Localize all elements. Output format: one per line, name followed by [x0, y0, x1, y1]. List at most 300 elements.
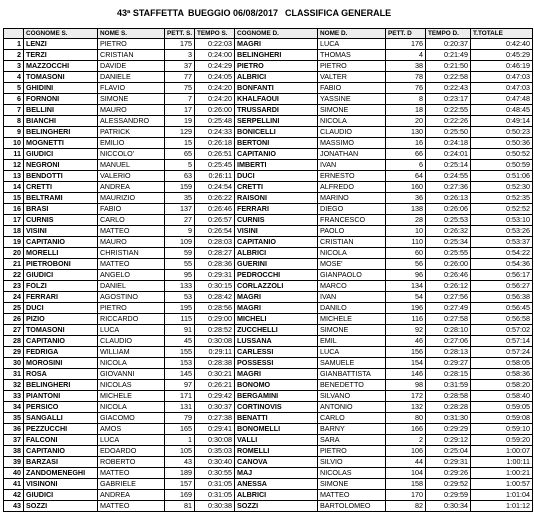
cell-name-d: BARTOLOMEO — [318, 501, 386, 512]
cell-surname-s: PIANTONI — [24, 391, 98, 402]
cell-total-time: 0:54:36 — [471, 259, 533, 270]
cell-name-d: NICOLA — [318, 116, 386, 127]
cell-name-d: VALTER — [318, 72, 386, 83]
cell-total-time: 1:00:11 — [471, 457, 533, 468]
cell-time-d: 0:28:58 — [426, 391, 471, 402]
cell-surname-d: GUERINI — [235, 259, 318, 270]
cell-name-d: ANTONIO — [318, 402, 386, 413]
cell-time-d: 0:22:58 — [426, 72, 471, 83]
cell-total-time: 0:52:52 — [471, 204, 533, 215]
cell-rank: 21 — [4, 259, 24, 270]
table-row — [4, 248, 533, 259]
cell-name-s: LUCA — [98, 325, 165, 336]
cell-time-s: 0:30:21 — [195, 369, 235, 380]
cell-time-s: 0:28:03 — [195, 237, 235, 248]
cell-name-d: SAMUELE — [318, 358, 386, 369]
cell-surname-d: CANOVA — [235, 457, 318, 468]
cell-total-time: 1:00:21 — [471, 468, 533, 479]
cell-surname-d: CORLAZZOLI — [235, 281, 318, 292]
cell-surname-d: DUCI — [235, 171, 318, 182]
table-row — [4, 347, 533, 358]
table-row — [4, 204, 533, 215]
cell-time-s: 0:28:36 — [195, 259, 235, 270]
cell-name-d: CRISTIAN — [318, 237, 386, 248]
cell-surname-s: MOGNETTI — [24, 138, 98, 149]
cell-rank: 32 — [4, 380, 24, 391]
cell-name-s: ANDREA — [98, 182, 165, 193]
cell-surname-d: CRETTI — [235, 182, 318, 193]
cell-rank: 36 — [4, 424, 24, 435]
cell-surname-s: ROSA — [24, 369, 98, 380]
cell-surname-s: BELINGHERI — [24, 127, 98, 138]
cell-bib-s: 77 — [165, 72, 195, 83]
cell-surname-s: NEGRONI — [24, 160, 98, 171]
cell-time-d: 0:24:01 — [426, 149, 471, 160]
cell-rank: 40 — [4, 468, 24, 479]
cell-name-s: MATTEO — [98, 501, 165, 512]
cell-time-d: 0:26:12 — [426, 281, 471, 292]
cell-name-d: SIMONE — [318, 325, 386, 336]
cell-surname-d: IMBERTI — [235, 160, 318, 171]
cell-rank: 22 — [4, 270, 24, 281]
cell-bib-s: 27 — [165, 215, 195, 226]
cell-bib-d: 106 — [386, 446, 426, 457]
cell-surname-s: CAPITANIO — [24, 446, 98, 457]
cell-bib-s: 17 — [165, 105, 195, 116]
cell-surname-s: MORELLI — [24, 248, 98, 259]
cell-total-time: 0:47:48 — [471, 94, 533, 105]
cell-bib-s: 189 — [165, 468, 195, 479]
cell-surname-s: CURNIS — [24, 215, 98, 226]
cell-bib-d: 104 — [386, 468, 426, 479]
cell-bib-s: 159 — [165, 182, 195, 193]
table-row — [4, 39, 533, 50]
cell-bib-s: 175 — [165, 39, 195, 50]
cell-total-time: 0:49:14 — [471, 116, 533, 127]
cell-surname-d: VALLI — [235, 435, 318, 446]
cell-bib-d: 158 — [386, 479, 426, 490]
cell-name-s: CHRISTIAN — [98, 248, 165, 259]
cell-bib-d: 166 — [386, 424, 426, 435]
cell-bib-d: 80 — [386, 413, 426, 424]
cell-time-s: 0:24:20 — [195, 94, 235, 105]
cell-surname-s: SANGALLI — [24, 413, 98, 424]
cell-rank: 4 — [4, 72, 24, 83]
cell-rank: 41 — [4, 479, 24, 490]
cell-name-d: BARNY — [318, 424, 386, 435]
cell-time-s: 0:31:05 — [195, 479, 235, 490]
cell-total-time: 0:45:29 — [471, 50, 533, 61]
cell-time-d: 0:26:06 — [426, 204, 471, 215]
cell-bib-d: 64 — [386, 171, 426, 182]
cell-name-s: VALERIO — [98, 171, 165, 182]
cell-bib-s: 171 — [165, 391, 195, 402]
table-header-row — [4, 29, 533, 39]
cell-name-d: MOSE' — [318, 259, 386, 270]
cell-total-time: 0:56:17 — [471, 270, 533, 281]
table-row — [4, 413, 533, 424]
table-row — [4, 490, 533, 501]
cell-bib-d: 4 — [386, 50, 426, 61]
cell-time-d: 0:28:28 — [426, 402, 471, 413]
table-row — [4, 215, 533, 226]
cell-time-s: 0:26:54 — [195, 226, 235, 237]
cell-time-s: 0:29:31 — [195, 270, 235, 281]
cell-name-s: ANGELO — [98, 270, 165, 281]
table-row — [4, 292, 533, 303]
table-row — [4, 226, 533, 237]
cell-name-d: ALFREDO — [318, 182, 386, 193]
cell-rank: 3 — [4, 61, 24, 72]
cell-surname-s: ZANDOMENEGHI — [24, 468, 98, 479]
table-row — [4, 303, 533, 314]
cell-time-d: 0:20:37 — [426, 39, 471, 50]
cell-surname-d: PEDROCCHI — [235, 270, 318, 281]
cell-time-s: 0:24:20 — [195, 83, 235, 94]
cell-rank: 26 — [4, 314, 24, 325]
cell-surname-d: ZUCCHELLI — [235, 325, 318, 336]
cell-bib-s: 95 — [165, 270, 195, 281]
cell-bib-d: 38 — [386, 61, 426, 72]
cell-rank: 6 — [4, 94, 24, 105]
cell-bib-d: 110 — [386, 237, 426, 248]
cell-surname-s: SOZZI — [24, 501, 98, 512]
cell-time-d: 0:31:59 — [426, 380, 471, 391]
cell-bib-d: 8 — [386, 94, 426, 105]
cell-bib-s: 105 — [165, 446, 195, 457]
cell-rank: 17 — [4, 215, 24, 226]
cell-bib-d: 176 — [386, 39, 426, 50]
cell-time-s: 0:29:11 — [195, 347, 235, 358]
cell-surname-s: PIETROBONI — [24, 259, 98, 270]
column-header-bib-s: PETT. S. — [165, 29, 195, 39]
cell-bib-s: 91 — [165, 325, 195, 336]
cell-time-d: 0:21:49 — [426, 50, 471, 61]
table-row — [4, 116, 533, 127]
cell-total-time: 0:47:03 — [471, 72, 533, 83]
cell-time-s: 0:24:05 — [195, 72, 235, 83]
cell-bib-d: 54 — [386, 292, 426, 303]
table-row — [4, 325, 533, 336]
cell-surname-d: BONOMELLI — [235, 424, 318, 435]
table-row — [4, 391, 533, 402]
table-row — [4, 237, 533, 248]
cell-time-s: 0:28:27 — [195, 248, 235, 259]
table-row — [4, 160, 533, 171]
cell-surname-s: BIANCHI — [24, 116, 98, 127]
cell-surname-s: FERRARI — [24, 292, 98, 303]
cell-bib-s: 5 — [165, 160, 195, 171]
cell-surname-s: BRASI — [24, 204, 98, 215]
cell-surname-d: MAGRI — [235, 369, 318, 380]
table-row — [4, 61, 533, 72]
cell-bib-s: 109 — [165, 237, 195, 248]
cell-bib-d: 10 — [386, 226, 426, 237]
cell-time-s: 0:30:08 — [195, 336, 235, 347]
cell-bib-s: 35 — [165, 193, 195, 204]
table-row — [4, 127, 533, 138]
cell-name-s: MANUEL — [98, 160, 165, 171]
cell-name-s: EDOARDO — [98, 446, 165, 457]
cell-surname-s: BARZASI — [24, 457, 98, 468]
cell-total-time: 0:52:35 — [471, 193, 533, 204]
cell-name-s: ALESSANDRO — [98, 116, 165, 127]
cell-surname-d: VISINI — [235, 226, 318, 237]
cell-surname-d: BONICELLI — [235, 127, 318, 138]
cell-name-d: YASSINE — [318, 94, 386, 105]
cell-rank: 34 — [4, 402, 24, 413]
cell-surname-d: CARLESSI — [235, 347, 318, 358]
cell-total-time: 0:54:22 — [471, 248, 533, 259]
cell-total-time: 0:56:38 — [471, 292, 533, 303]
cell-total-time: 1:00:57 — [471, 479, 533, 490]
table-row — [4, 83, 533, 94]
cell-surname-s: GIUDICI — [24, 490, 98, 501]
cell-time-d: 0:25:14 — [426, 160, 471, 171]
table-row — [4, 94, 533, 105]
cell-name-d: DIEGO — [318, 204, 386, 215]
cell-name-s: NICOLA — [98, 402, 165, 413]
cell-time-s: 0:29:41 — [195, 424, 235, 435]
cell-name-s: MAURO — [98, 105, 165, 116]
cell-time-s: 0:30:08 — [195, 435, 235, 446]
cell-time-d: 0:25:04 — [426, 446, 471, 457]
cell-time-d: 0:28:15 — [426, 369, 471, 380]
cell-name-s: LUCA — [98, 435, 165, 446]
cell-name-s: FLAVIO — [98, 83, 165, 94]
cell-time-d: 0:28:13 — [426, 347, 471, 358]
table-row — [4, 501, 533, 512]
cell-time-s: 0:25:48 — [195, 116, 235, 127]
cell-surname-s: DUCI — [24, 303, 98, 314]
column-header-rank — [4, 29, 24, 39]
cell-surname-d: CURNIS — [235, 215, 318, 226]
cell-time-s: 0:26:46 — [195, 204, 235, 215]
cell-surname-d: BERTONI — [235, 138, 318, 149]
cell-rank: 16 — [4, 204, 24, 215]
column-header-time-d: TEMPO D. — [426, 29, 471, 39]
cell-name-d: CARLO — [318, 413, 386, 424]
cell-total-time: 0:50:23 — [471, 127, 533, 138]
cell-surname-d: BERGAMINI — [235, 391, 318, 402]
table-row — [4, 336, 533, 347]
cell-bib-d: 66 — [386, 149, 426, 160]
cell-total-time: 0:59:08 — [471, 413, 533, 424]
cell-surname-s: CRETTI — [24, 182, 98, 193]
cell-name-s: NICCOLO' — [98, 149, 165, 160]
table-row — [4, 479, 533, 490]
cell-time-d: 0:22:55 — [426, 105, 471, 116]
table-row — [4, 149, 533, 160]
cell-name-s: CLAUDIO — [98, 336, 165, 347]
cell-time-s: 0:30:37 — [195, 402, 235, 413]
column-header-total-time: T.TOTALE — [471, 29, 533, 39]
cell-rank: 11 — [4, 149, 24, 160]
cell-bib-s: 155 — [165, 347, 195, 358]
cell-name-d: SIMONE — [318, 105, 386, 116]
cell-surname-d: MAGRI — [235, 39, 318, 50]
cell-surname-d: ALBRICI — [235, 490, 318, 501]
cell-surname-d: PIETRO — [235, 61, 318, 72]
cell-name-s: EMILIO — [98, 138, 165, 149]
cell-time-s: 0:24:00 — [195, 50, 235, 61]
cell-time-s: 0:30:55 — [195, 468, 235, 479]
cell-rank: 38 — [4, 446, 24, 457]
cell-bib-d: 16 — [386, 138, 426, 149]
cell-name-d: GIANBATTISTA — [318, 369, 386, 380]
cell-bib-s: 45 — [165, 336, 195, 347]
cell-total-time: 0:59:10 — [471, 424, 533, 435]
cell-surname-s: LENZI — [24, 39, 98, 50]
cell-rank: 1 — [4, 39, 24, 50]
cell-name-d: EMIL — [318, 336, 386, 347]
table-row — [4, 402, 533, 413]
cell-time-s: 0:30:38 — [195, 501, 235, 512]
cell-total-time: 0:51:06 — [471, 171, 533, 182]
cell-name-d: LUCA — [318, 39, 386, 50]
cell-surname-d: BENATTI — [235, 413, 318, 424]
cell-time-d: 0:29:12 — [426, 435, 471, 446]
cell-time-s: 0:26:00 — [195, 105, 235, 116]
cell-rank: 31 — [4, 369, 24, 380]
cell-bib-s: 133 — [165, 281, 195, 292]
cell-bib-s: 43 — [165, 457, 195, 468]
cell-name-d: PIETRO — [318, 446, 386, 457]
cell-rank: 5 — [4, 83, 24, 94]
cell-surname-s: TOMASONI — [24, 325, 98, 336]
cell-bib-s: 129 — [165, 127, 195, 138]
cell-name-s: GIOVANNI — [98, 369, 165, 380]
cell-total-time: 1:01:04 — [471, 490, 533, 501]
cell-time-d: 0:25:50 — [426, 127, 471, 138]
cell-rank: 8 — [4, 116, 24, 127]
cell-time-d: 0:27:06 — [426, 336, 471, 347]
cell-surname-s: VISINI — [24, 226, 98, 237]
cell-time-d: 0:23:17 — [426, 94, 471, 105]
results-table — [3, 28, 533, 512]
cell-time-s: 0:30:40 — [195, 457, 235, 468]
cell-time-d: 0:24:55 — [426, 171, 471, 182]
cell-surname-d: ANESSA — [235, 479, 318, 490]
cell-bib-s: 169 — [165, 490, 195, 501]
cell-time-d: 0:27:49 — [426, 303, 471, 314]
cell-rank: 7 — [4, 105, 24, 116]
cell-name-s: ROBERTO — [98, 457, 165, 468]
cell-bib-d: 116 — [386, 314, 426, 325]
cell-name-d: FRANCESCO — [318, 215, 386, 226]
cell-time-d: 0:21:50 — [426, 61, 471, 72]
cell-surname-d: KHALFAOUI — [235, 94, 318, 105]
cell-rank: 9 — [4, 127, 24, 138]
cell-bib-d: 170 — [386, 490, 426, 501]
cell-surname-d: RAISONI — [235, 193, 318, 204]
table-row — [4, 182, 533, 193]
cell-bib-d: 46 — [386, 336, 426, 347]
cell-name-s: CARLO — [98, 215, 165, 226]
cell-bib-s: 145 — [165, 369, 195, 380]
table-row — [4, 369, 533, 380]
cell-time-d: 0:27:58 — [426, 314, 471, 325]
cell-surname-s: BELINGHERI — [24, 380, 98, 391]
cell-rank: 19 — [4, 237, 24, 248]
cell-surname-d: CAPITANIO — [235, 149, 318, 160]
cell-bib-d: 154 — [386, 358, 426, 369]
cell-time-d: 0:31:30 — [426, 413, 471, 424]
cell-bib-d: 44 — [386, 457, 426, 468]
cell-bib-d: 172 — [386, 391, 426, 402]
cell-name-d: JONATHAN — [318, 149, 386, 160]
cell-rank: 42 — [4, 490, 24, 501]
cell-time-s: 0:26:18 — [195, 138, 235, 149]
cell-name-s: NICOLAS — [98, 380, 165, 391]
cell-name-s: GABRIELE — [98, 479, 165, 490]
cell-bib-s: 195 — [165, 303, 195, 314]
cell-name-d: BENEDETTO — [318, 380, 386, 391]
column-header-surname-d: COGNOME D. — [235, 29, 318, 39]
cell-bib-s: 1 — [165, 435, 195, 446]
cell-time-d: 0:26:13 — [426, 193, 471, 204]
cell-total-time: 0:53:37 — [471, 237, 533, 248]
column-header-time-s: TEMPO S. — [195, 29, 235, 39]
cell-bib-s: 37 — [165, 61, 195, 72]
cell-name-s: CRISTIAN — [98, 50, 165, 61]
cell-surname-d: SOZZI — [235, 501, 318, 512]
cell-time-d: 0:25:55 — [426, 248, 471, 259]
cell-time-s: 0:24:33 — [195, 127, 235, 138]
cell-bib-d: 196 — [386, 303, 426, 314]
cell-surname-s: GIUDICI — [24, 149, 98, 160]
cell-total-time: 0:59:05 — [471, 402, 533, 413]
cell-name-s: AGOSTINO — [98, 292, 165, 303]
cell-name-s: MICHELE — [98, 391, 165, 402]
cell-rank: 25 — [4, 303, 24, 314]
cell-surname-s: VISINONI — [24, 479, 98, 490]
table-row — [4, 270, 533, 281]
cell-bib-d: 56 — [386, 259, 426, 270]
cell-rank: 30 — [4, 358, 24, 369]
cell-rank: 14 — [4, 182, 24, 193]
cell-surname-s: FOLZI — [24, 281, 98, 292]
cell-bib-d: 138 — [386, 204, 426, 215]
cell-surname-d: BELINGHERI — [235, 50, 318, 61]
cell-surname-s: BELLINI — [24, 105, 98, 116]
cell-time-d: 0:26:00 — [426, 259, 471, 270]
table-row — [4, 435, 533, 446]
cell-bib-d: 130 — [386, 127, 426, 138]
cell-name-s: MAURO — [98, 237, 165, 248]
cell-bib-s: 153 — [165, 358, 195, 369]
cell-name-s: MATTEO — [98, 259, 165, 270]
table-row — [4, 171, 533, 182]
cell-bib-s: 137 — [165, 204, 195, 215]
cell-time-d: 0:27:36 — [426, 182, 471, 193]
cell-surname-s: TOMASONI — [24, 72, 98, 83]
cell-bib-s: 75 — [165, 83, 195, 94]
cell-bib-s: 65 — [165, 149, 195, 160]
cell-name-s: DAVIDE — [98, 61, 165, 72]
cell-surname-s: CAPITANIO — [24, 336, 98, 347]
cell-bib-d: 60 — [386, 248, 426, 259]
cell-surname-d: SERPELLINI — [235, 116, 318, 127]
cell-name-s: NICOLA — [98, 358, 165, 369]
cell-name-d: MATTEO — [318, 490, 386, 501]
cell-surname-d: MAJ — [235, 468, 318, 479]
column-header-bib-d: PETT. D — [386, 29, 426, 39]
cell-bib-s: 15 — [165, 138, 195, 149]
cell-rank: 15 — [4, 193, 24, 204]
cell-name-d: LUCA — [318, 347, 386, 358]
cell-bib-d: 134 — [386, 281, 426, 292]
